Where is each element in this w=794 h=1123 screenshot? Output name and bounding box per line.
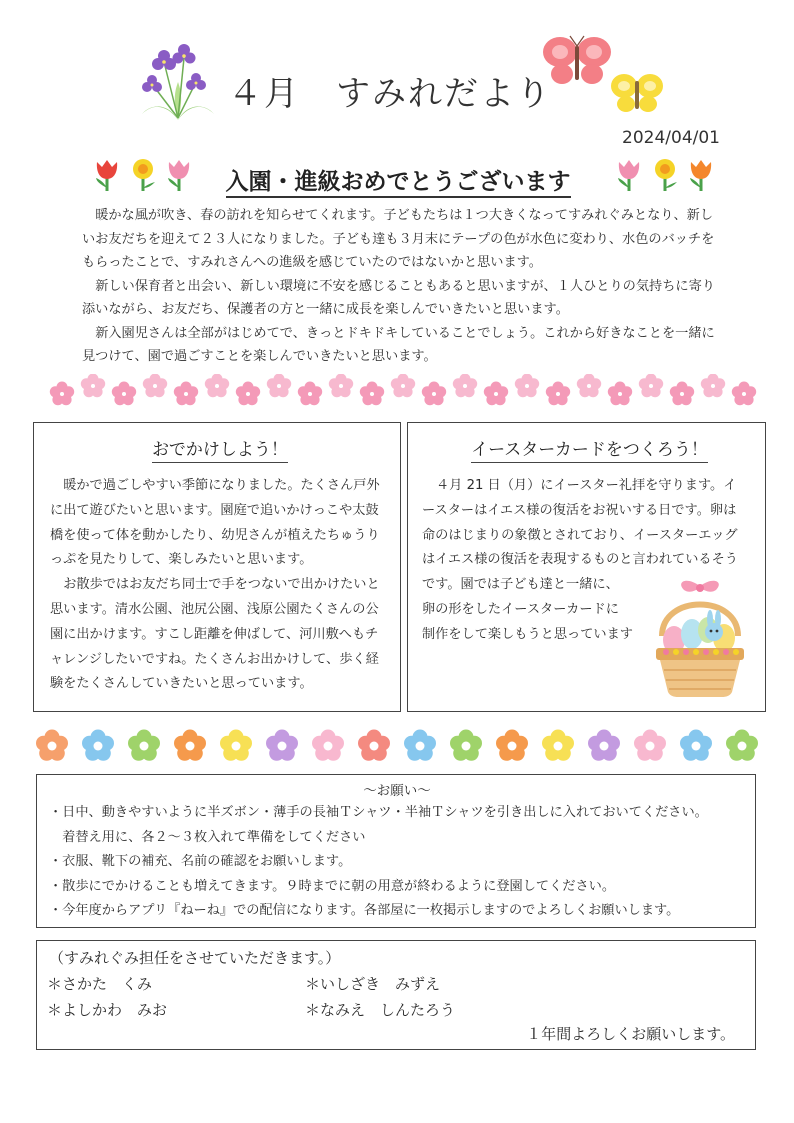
flower-divider-svg — [32, 726, 762, 766]
outing-title — [50, 435, 390, 460]
headline — [160, 163, 636, 196]
intro-paragraph: 新しい保育者と出会い、新しい環境に不安を感じることもあると思いますが、１人ひとりの気持ちに寄り添いながら、お友だち、保護者の方と一緒に成長を楽しんでいきたいと思います。 — [82, 278, 715, 317]
easter-line: 制作をして楽しもうと思っています — [422, 626, 633, 642]
tulip-icon — [614, 158, 644, 192]
teacher-name: ＊さかた くみ — [47, 975, 153, 993]
butterfly-icon — [610, 72, 664, 114]
flower-decoration-right — [614, 158, 716, 192]
easter-line: 卵の形をしたイースターカードに — [422, 601, 619, 617]
request-item: 着替え用に、各２～３枚入れて準備をしてください — [49, 829, 366, 845]
easter-line: ースターはイエス様の復活をお祝いする日です。卵は — [422, 502, 737, 518]
sakura-divider — [46, 374, 760, 408]
violet-flower-icon — [138, 32, 218, 122]
dandelion-icon — [128, 158, 158, 192]
easter-line: ４月 21 日（月）にイースター礼拝を守ります。イ — [436, 478, 737, 493]
request-item: ・今年度からアプリ『ねーね』での配信になります。各部屋に一枚掲示しますのでよろしくお願いします。 — [49, 903, 680, 918]
butterfly-icon — [542, 34, 612, 86]
easter-title — [422, 435, 757, 460]
flower-divider — [32, 726, 762, 766]
request-item: ・日中、動きやすいように半ズボン・薄手の長袖Ｔシャツ・半袖Ｔシャツを引き出しに入れておいてください。 — [49, 805, 708, 820]
outing-paragraph: お散歩ではお友だち同士で手をつないで出かけたいと思います。清水公園、池尻公園、浅原公園たくさんの公園に出かけます。すこし距離を伸ばして、河川敷へもチャレンジしたいですね。たくさんお出かけして、歩く経験をたくさんしていきたいと思っています。 — [50, 577, 380, 692]
requests-title: ～お願い～ — [363, 783, 431, 799]
teachers-box — [36, 940, 756, 1050]
tulip-icon — [686, 158, 716, 192]
outing-box — [33, 422, 401, 712]
easter-title-text: イースターカードをつくろう！ — [471, 440, 708, 463]
teachers-intro: （すみれぐみ担任をさせていただきます。） — [49, 949, 341, 967]
tulip-icon — [92, 158, 122, 192]
requests-box — [36, 774, 756, 928]
easter-line: はイエス様の復活を表現するものと言われているそう — [422, 552, 738, 568]
intro-paragraph: 新入園児さんは全部がはじめてで、きっとドキドキしていることでしょう。これから好きなことを一緒に見つけて、園で過ごすことを楽しんでいきたいと思います。 — [82, 325, 715, 364]
issue-date: 2024/04/01 — [622, 128, 720, 148]
intro-paragraph: 暖かな風が吹き、春の訪れを知らせてくれます。子どもたちは１つ大きくなってすみれぐみとなり、新しいお友だちを迎えて２３人になりました。子ども達も３月末にテープの色が水色に変わり、水色のバッチをもらったことで、すみれさんへの進級を感じていたのではないかと思います。 — [82, 208, 715, 270]
outing-title-text: おでかけしよう！ — [152, 440, 288, 463]
closing-text: １年間よろしくお願いします。 — [526, 1025, 735, 1043]
teacher-name: ＊よしかわ みお — [47, 1001, 168, 1019]
easter-basket-icon — [646, 576, 754, 698]
request-item: ・散歩にでかけることも増えてきます。９時までに朝の用意が終わるように登園してください。 — [49, 878, 616, 894]
page-title: ４月 すみれだより — [228, 74, 552, 114]
easter-line: です。園では子ども達と一緒に、 — [422, 577, 619, 593]
outing-paragraph: 暖かで過ごしやすい季節になりました。たくさん戸外に出て遊びたいと思います。園庭で追いかけっこや太鼓橋を使って体を動かしたり、幼児さんが植えたちゅうりっぷを見たりして、楽しみたいと思います。 — [50, 478, 380, 568]
headline-text: 入園・進級おめでとうございます — [226, 169, 571, 198]
teacher-name: ＊なみえ しんたろう — [305, 1001, 456, 1019]
dandelion-icon — [650, 158, 680, 192]
sakura-divider-svg — [46, 374, 760, 408]
easter-line: 命のはじまりの象徴とされており、イースターエッグ — [422, 527, 738, 543]
request-item: ・衣服、靴下の補充、名前の確認をお願いします。 — [49, 854, 352, 869]
teacher-name: ＊いしざき みずえ — [305, 975, 441, 993]
intro-section — [82, 204, 722, 369]
